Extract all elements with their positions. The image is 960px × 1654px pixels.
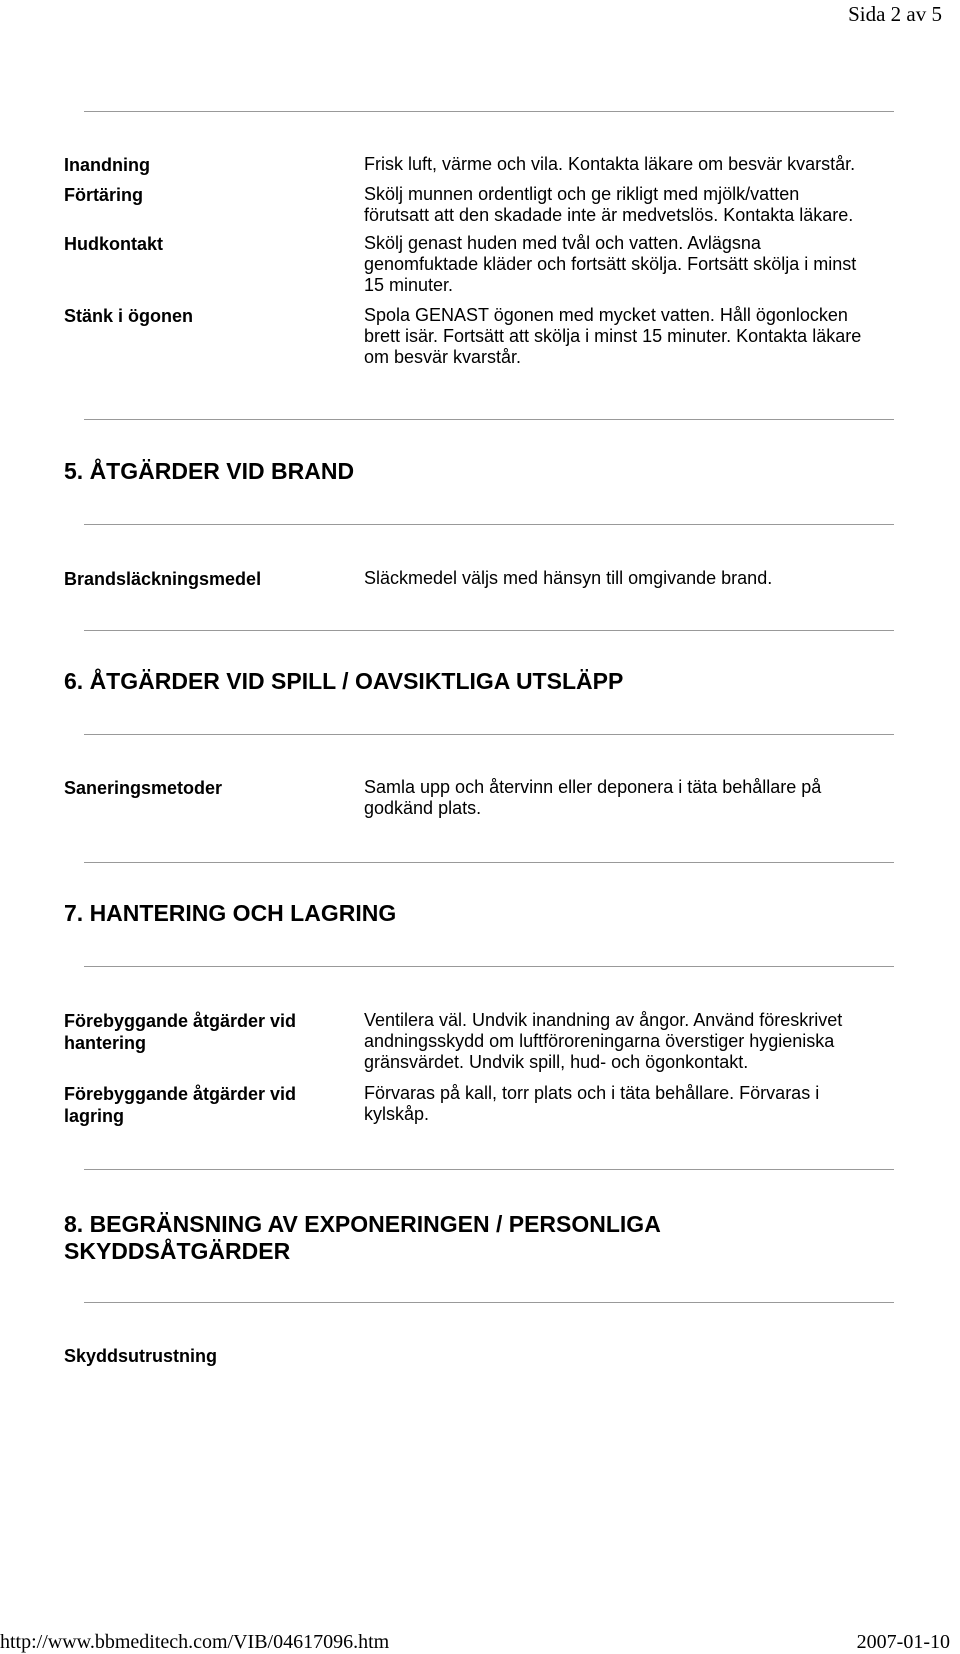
page-number: Sida 2 av 5 <box>848 2 942 26</box>
extinguishing-media-text: Släckmedel väljs med hänsyn till omgivande brand. <box>364 568 773 588</box>
skin-line: genomfuktade kläder och fortsätt skölja. Fortsätt skölja i minst <box>364 254 857 274</box>
inhalation-line: Frisk luft, värme och vila. Kontakta läkare om besvär kvarstår. <box>364 154 856 174</box>
divider <box>84 734 894 735</box>
cleanup-line: godkänd plats. <box>364 798 482 818</box>
handling-line: Ventilera väl. Undvik inandning av ångor. Använd föreskrivet <box>364 1010 843 1030</box>
ingestion-line: förutsatt att den skadade inte är medvetslös. Kontakta läkare. <box>364 205 854 225</box>
storage-line: Förvaras på kall, torr plats och i täta behållare. Förvaras i <box>364 1083 820 1103</box>
footer-url: http://www.bbmeditech.com/VIB/04617096.htm <box>0 1631 390 1653</box>
skin-contact-label: Hudkontakt <box>64 234 163 254</box>
skin-line: 15 minuter. <box>364 275 454 295</box>
section-5-heading: 5. ÅTGÄRDER VID BRAND <box>64 458 355 484</box>
divider <box>84 111 894 112</box>
ingestion-line: Skölj munnen ordentligt och ge rikligt med mjölk/vatten <box>364 184 800 204</box>
handling-label <box>64 1010 296 1054</box>
footer-date: 2007-01-10 <box>856 1631 950 1653</box>
divider <box>84 1169 894 1170</box>
cleanup-methods-text <box>364 777 904 819</box>
divider <box>84 419 894 420</box>
skin-contact-text <box>364 233 904 296</box>
handling-label-line: Förebyggande åtgärder vid <box>64 1011 297 1031</box>
eye-line: om besvär kvarstår. <box>364 347 522 367</box>
divider <box>84 966 894 967</box>
extinguishing-media-label: Brandsläckningsmedel <box>64 569 262 589</box>
eye-contact-text <box>364 305 904 368</box>
divider <box>84 1302 894 1303</box>
section-8-heading-line: 8. BEGRÄNSNING AV EXPONERINGEN / PERSONLIGA <box>64 1211 661 1237</box>
storage-line: kylskåp. <box>364 1104 430 1124</box>
handling-line: gränsvärdet. Undvik spill, hud- och ögonkontakt. <box>364 1052 749 1072</box>
inhalation-label: Inandning <box>64 155 150 175</box>
handling-line: andningsskydd om luftföroreningarna överstiger hygieniska <box>364 1031 835 1051</box>
section-8-heading-line: SKYDDSÅTGÄRDER <box>64 1238 291 1264</box>
section-8-heading <box>64 1211 864 1265</box>
inhalation-text <box>364 154 904 175</box>
handling-text <box>364 1010 904 1073</box>
eye-line: brett isär. Fortsätt att skölja i minst 15 minuter. Kontakta läkare <box>364 326 862 346</box>
handling-label-line: hantering <box>64 1033 147 1053</box>
divider <box>84 862 894 863</box>
section-7-heading: 7. HANTERING OCH LAGRING <box>64 900 397 926</box>
storage-label <box>64 1083 296 1127</box>
protective-equipment-label: Skyddsutrustning <box>64 1346 218 1366</box>
storage-label-line: Förebyggande åtgärder vid <box>64 1084 297 1104</box>
section-6-heading: 6. ÅTGÄRDER VID SPILL / OAVSIKTLIGA UTSLÄPP <box>64 668 624 694</box>
ingestion-text <box>364 184 904 226</box>
divider <box>84 524 894 525</box>
storage-label-line: lagring <box>64 1106 125 1126</box>
eye-contact-label: Stänk i ögonen <box>64 306 194 326</box>
ingestion-label: Förtäring <box>64 185 143 205</box>
cleanup-methods-label: Saneringsmetoder <box>64 778 223 798</box>
storage-text <box>364 1083 904 1125</box>
eye-line: Spola GENAST ögonen med mycket vatten. Håll ögonlocken <box>364 305 848 325</box>
divider <box>84 630 894 631</box>
skin-line: Skölj genast huden med tvål och vatten. Avlägsna <box>364 233 761 253</box>
cleanup-line: Samla upp och återvinn eller deponera i täta behållare på <box>364 777 822 797</box>
